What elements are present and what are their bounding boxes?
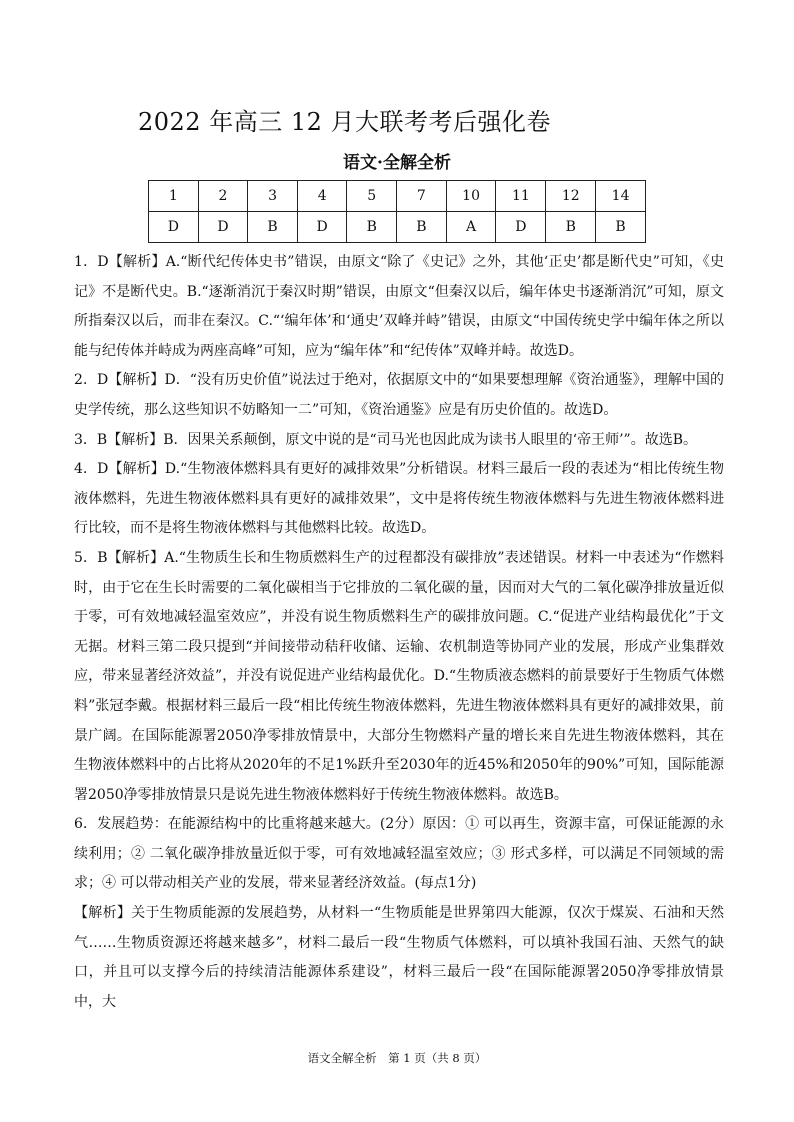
analysis-paragraph-q6: 6．发展趋势：在能源结构中的比重将越来越大。(2分）原因：① 可以再生，资源丰富，可保证能源的永续利用；② 二氧化碳净排放量近似于零，可有效地减轻温室效应；③ 形式多样，可以满足不同领域的需求；④ 可以带动相关产业的发展，带来显著经济效益。(每点1分) [74,816,724,892]
answer-cell: D [297,212,347,243]
question-number-cell: 3 [248,181,298,212]
answer-cell: B [596,212,646,243]
analysis-paragraph-q1: 1．D【解析】A.“断代纪传体史书”错误，由原文“除了《史记》之外，其他‘正史’都是断代史”可知，《史记》不是断代史。B.“逐渐消沉于秦汉时期”错误，由原文“但秦汉以后，编年体史书逐渐消沉”可知，原文所指秦汉以后，而非在秦汉。C.“‘编年体’和‘通史’双峰并峙”错误，由原文“中国传统史学中编年体之所以能与纪传体并峙成为两座高峰”可知，应为“编年体”和“纪传体”双峰并峙。故选D。 [74,254,724,359]
answer-table-answer-row [149,212,646,243]
analysis-body [74,248,724,1017]
analysis-paragraph-q2: 2．D【解析】D．“没有历史价值”说法过于绝对，依据原文中的“如果要想理解《资治通鉴》，理解中国的史学传统，那么这些知识不妨略知一二”可知，《资治通鉴》应是有历史价值的。故选D。 [74,372,724,418]
question-number-cell: 12 [546,181,596,212]
answer-cell: D [149,212,199,243]
page-subtitle: 语文·全解全析 [343,153,451,173]
question-number-cell: 4 [297,181,347,212]
answer-cell: B [248,212,298,243]
page-title: 2022 年高三 12 月大联考考后强化卷 [138,108,552,136]
answer-cell: B [347,212,397,243]
analysis-paragraph-q6-explanation: 【解析】关于生物质能源的发展趋势，从材料一“生物质能是世界第四大能源，仅次于煤炭、石油和天然气……生物质资源还将越来越多”，材料二最后一段“生物质气体燃料，可以填补我国石油、天然气的缺口，并且可以支撑今后的持续清洁能源体系建设”，材料三最后一段“在国际能源署2050净零排放情景中，大 [74,905,724,1010]
page-footer: 语文全解全析 第 1 页（共 8 页） [307,1051,487,1065]
question-number-cell: 1 [149,181,199,212]
analysis-paragraph-q5: 5．B【解析】A.“生物质生长和生物质燃料生产的过程都没有碳排放”表述错误。材料一中表述为“作燃料时，由于它在生长时需要的二氧化碳相当于它排放的二氧化碳的量，因而对大气的二氧化碳净排放量近似于零，可有效地减轻温室效应”，并没有说生物质燃料生产的碳排放问题。C.“促进产业结构最优化”于文无据。材料三第二段只提到“并间接带动秸秆收储、运输、农机制造等协同产业的发展，形成产业集群效应，带来显著经济效益”，并没有说促进产业结构最优化。D.“生物质液态燃料的前景要好于生物质气体燃料”张冠李戴。根据材料三最后一段“相比传统生物液体燃料，先进生物液体燃料具有更好的减排效果，前景广阔。在国际能源署2050净零排放情景中，大部分生物燃料产量的增长来自先进生物液体燃料，其在生物液体燃料中的占比将从2020年的不足1%跃升至2030年的近45%和2050年的90%”可知，国际能源署2050净零排放情景只是说先进生物液体燃料好于传统生物液体燃料。故选B。 [74,549,724,803]
answer-table-question-row [149,181,646,212]
analysis-paragraph-q3: 3．B【解析】B．因果关系颠倒，原文中说的是“司马光也因此成为读书人眼里的‘帝王师’”。故选B。 [74,431,697,448]
answer-cell: B [397,212,447,243]
answer-cell: B [546,212,596,243]
question-number-cell: 11 [496,181,546,212]
question-number-cell: 10 [446,181,496,212]
answer-cell: A [446,212,496,243]
answer-table [148,180,646,243]
question-number-cell: 14 [596,181,646,212]
question-number-cell: 2 [198,181,248,212]
analysis-paragraph-q4: 4．D【解析】D.“生物液体燃料具有更好的减排效果”分析错误。材料三最后一段的表述为“相比传统生物液体燃料，先进生物液体燃料具有更好的减排效果”，文中是将传统生物液体燃料与先进生物液体燃料进行比较，而不是将生物液体燃料与其他燃料比较。故选D。 [74,461,724,537]
question-number-cell: 5 [347,181,397,212]
answer-cell: D [198,212,248,243]
question-number-cell: 7 [397,181,447,212]
answer-cell: D [496,212,546,243]
